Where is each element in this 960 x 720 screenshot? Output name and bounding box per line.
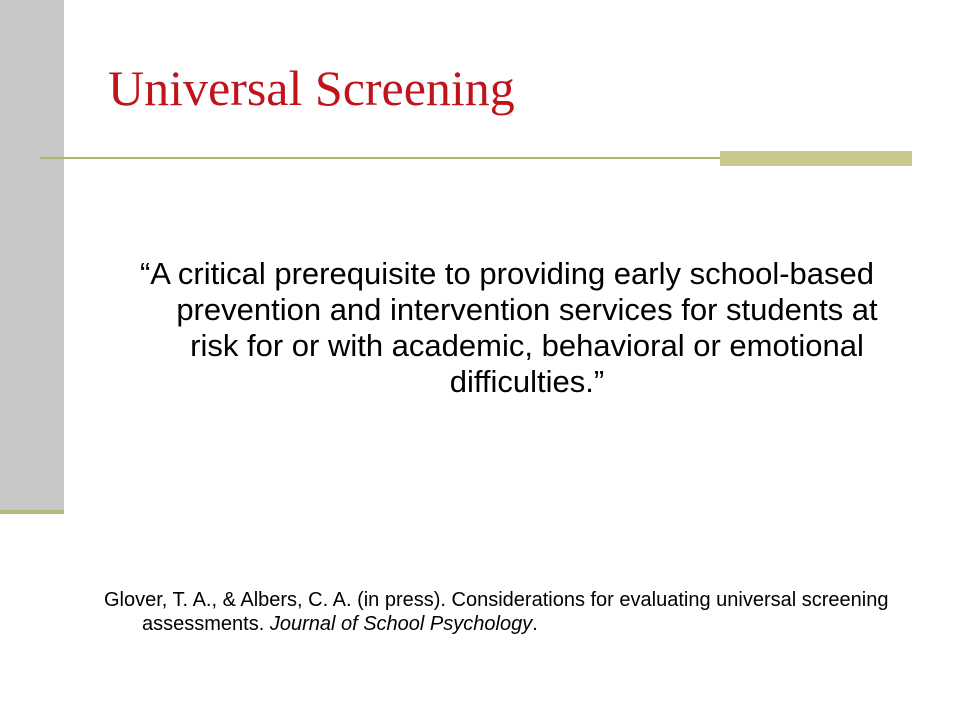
quote-text: “A critical prerequisite to providing early school-based prevention and intervention services for students at risk for or with academic, behavioral or emotional difficulties.”	[139, 256, 878, 399]
title-underline-accent-bar	[720, 151, 912, 166]
citation	[104, 588, 904, 636]
side-bar-decoration	[0, 0, 64, 512]
citation-authors-title: Glover, T. A., & Albers, C. A. (in press). Considerations for evaluating universal screening assessments.	[104, 589, 889, 635]
citation-end: .	[532, 613, 538, 635]
citation-journal: Journal of School Psychology	[269, 613, 533, 635]
slide-title: Universal Screening	[108, 60, 515, 116]
title-underline-rule	[40, 157, 720, 159]
side-bar-accent-line	[0, 510, 64, 514]
